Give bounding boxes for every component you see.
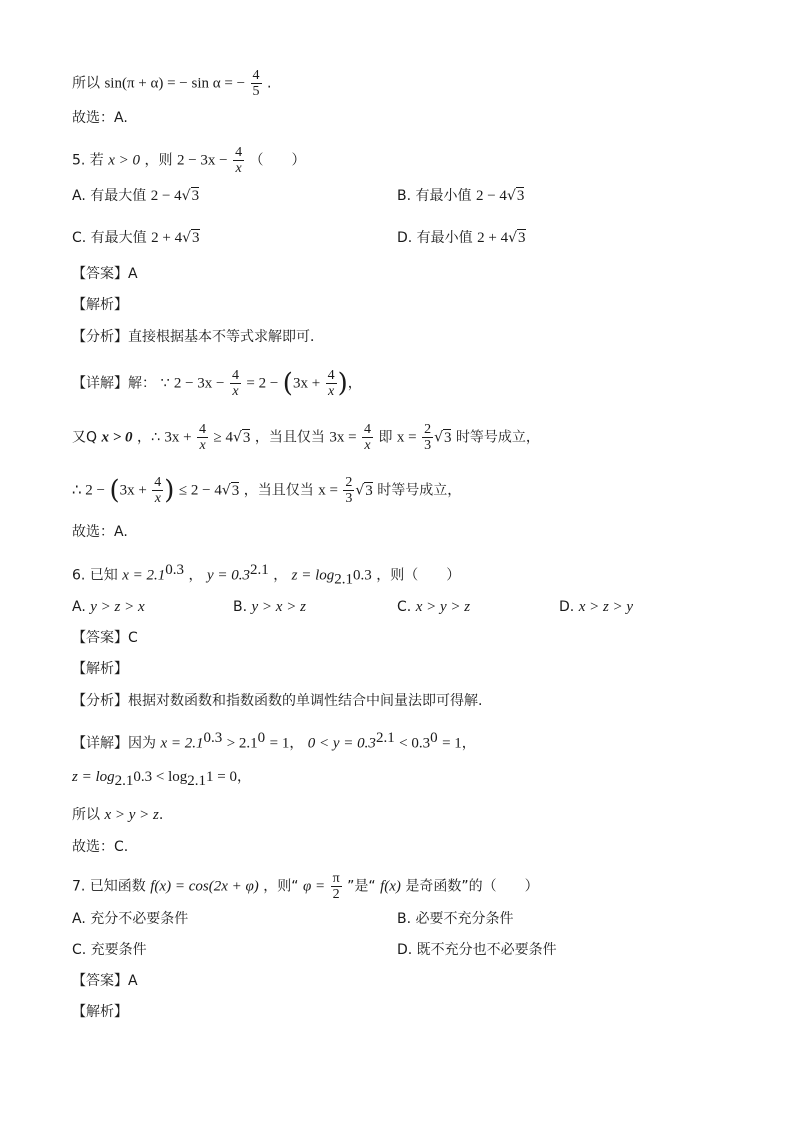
- fraction: $\frac{4}{x}$: [199, 422, 207, 453]
- q6-analysis-heading: 【解析】: [72, 661, 128, 677]
- q5-detail-line-2: 又Q x > 0 ，∴ 3x + $\frac{4}{x}$ ≥ 4√3 ，当且仅当 3x = $\frac{4}{x}$ 即 x = $\frac{2}{3}$ √3 时等号成立，: [72, 422, 540, 453]
- q7-option-d[interactable]: D. 既不充分也不必要条件: [397, 942, 557, 958]
- q5-select: 故选：A.: [72, 524, 128, 540]
- q6-option-a[interactable]: A. y > z > x: [72, 599, 145, 615]
- q5-option-a[interactable]: A. 有最大值 2 − 4√3: [72, 188, 200, 204]
- q7-analysis-heading: 【解析】: [72, 1004, 128, 1020]
- fraction: $\frac{4}{x}$: [363, 422, 371, 453]
- q7-option-c[interactable]: C. 充要条件: [72, 942, 147, 958]
- q7-option-b[interactable]: B. 必要不充分条件: [397, 911, 514, 927]
- line-sin-result: 所以 sin(π + α) = − sin α = − $\frac{4}{5}$ .: [72, 68, 272, 99]
- select-answer-line: 故选：A.: [72, 110, 128, 126]
- question-7-stem: 7. 已知函数 f(x) = cos(2x + φ) ，则“ φ = $\frac{\pi}{2}$ ”是“ f(x) 是奇函数”的（ ）: [72, 871, 539, 902]
- question-6-stem: 6. 已知 $x = 2.1^{0.3}$ ， $y = 0.3^{2.1}$ ， $z = \log_{2.1}0.3$ ，则（ ）: [72, 562, 461, 588]
- q6-option-b[interactable]: B. y > x > z: [233, 599, 306, 615]
- q6-detail-line-1: 【详解】因为 $x = 2.1^{0.3} > 2.1^0 = 1$， $0 < y = 0.3^{2.1} < 0.3^0 = 1$，: [72, 730, 476, 752]
- q5-analysis-heading: 【解析】: [72, 297, 128, 313]
- fraction: $\frac{2}{3}$: [424, 422, 432, 453]
- q6-option-c[interactable]: C. x > y > z: [397, 599, 471, 615]
- q5-answer: 【答案】A: [72, 266, 138, 282]
- q5-detail-line-3: ∴ 2 − (3x + $\frac{4}{x}$ ) ≤ 2 − 4√3 ，当且仅当 x = $\frac{2}{3}$ √3 时等号成立，: [72, 475, 462, 506]
- fraction: $\frac{\pi}{2}$: [332, 871, 340, 902]
- q5-option-c[interactable]: C. 有最大值 2 + 4√3: [72, 230, 200, 246]
- q6-fenxi: 【分析】根据对数函数和指数函数的单调性结合中间量法即可得解.: [72, 693, 483, 709]
- fraction: $\frac{4}{5}$: [252, 68, 260, 99]
- q7-answer: 【答案】A: [72, 973, 138, 989]
- q5-option-d[interactable]: D. 有最小值 2 + 4√3: [397, 230, 526, 246]
- fraction: $\frac{4}{x}$: [154, 475, 162, 506]
- q5-fenxi: 【分析】直接根据基本不等式求解即可．: [72, 329, 324, 345]
- q6-answer: 【答案】C: [72, 630, 138, 646]
- q5-detail-line-1: 【详解】解： ∵ 2 − 3x − $\frac{4}{x}$ = 2 − (3x + $\frac{4}{x}$ )，: [72, 368, 362, 399]
- fraction: $\frac{2}{3}$: [345, 475, 353, 506]
- q6-option-d[interactable]: D. x > z > y: [559, 599, 634, 615]
- fraction: $\frac{4}{x}$: [327, 368, 335, 399]
- fraction: $\frac{4}{x}$: [235, 145, 243, 176]
- q7-option-a[interactable]: A. 充分不必要条件: [72, 911, 189, 927]
- q6-detail-line-3: 所以 x > y > z.: [72, 807, 164, 823]
- q5-option-b[interactable]: B. 有最小值 2 − 4√3: [397, 188, 525, 204]
- q6-detail-line-2: $z = \log_{2.1}0.3 < \log_{2.1}1 = 0$，: [72, 769, 251, 789]
- q6-select: 故选：C.: [72, 839, 129, 855]
- question-5-stem: 5. 若 x > 0 ，则 2 − 3x − $\frac{4}{x}$ （ ）: [72, 145, 306, 176]
- fraction: $\frac{4}{x}$: [231, 368, 239, 399]
